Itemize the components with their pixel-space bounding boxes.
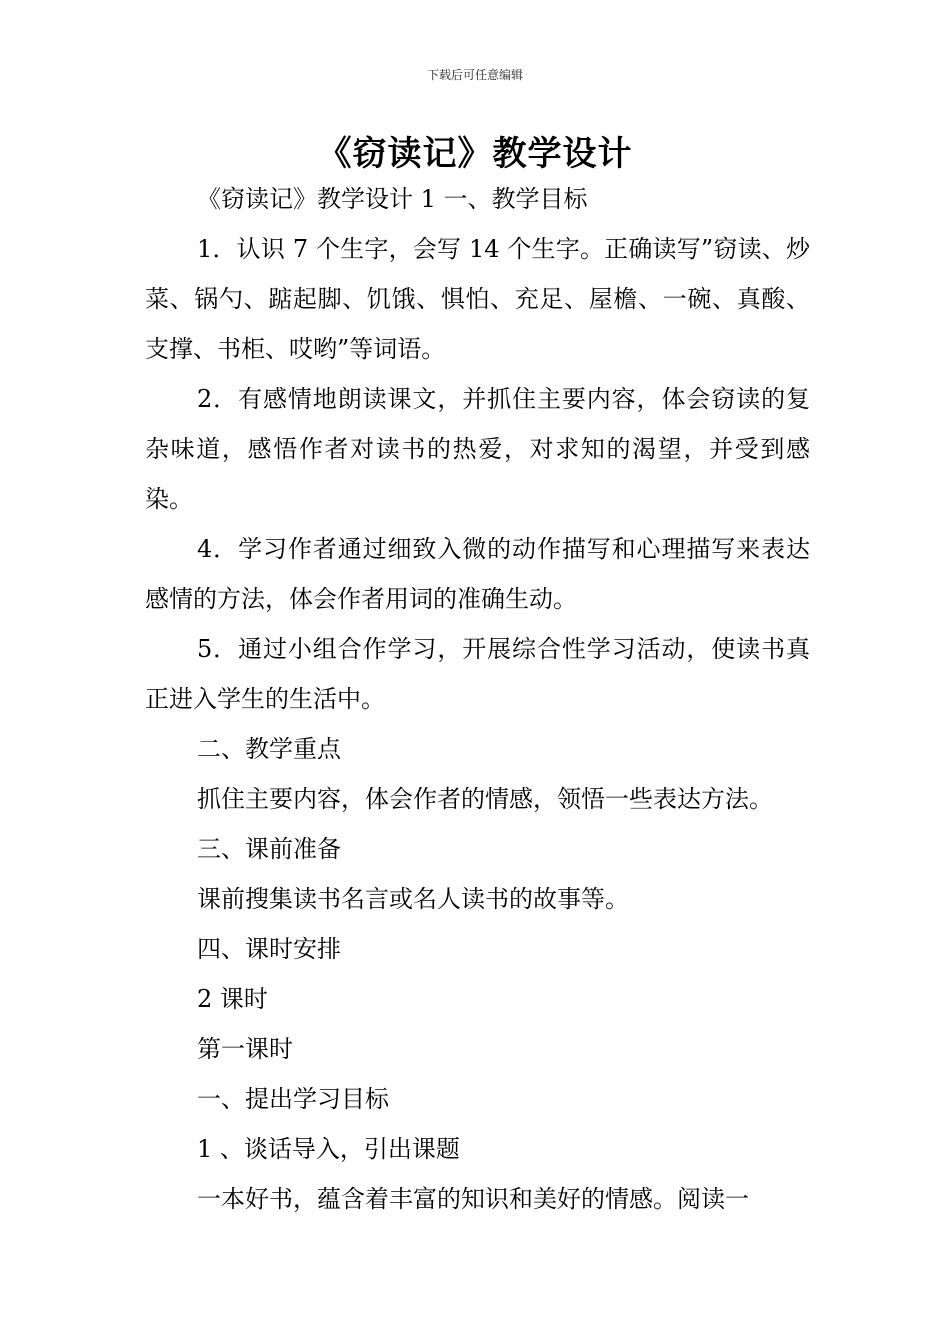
objective-1: 1．认识 7 个生字，会写 14 个生字。正确读写”窃读、炒菜、锅勺、踮起脚、饥饿、惧怕、充足、屋檐、一碗、真酸、支撑、书柜、哎哟”等词语。 <box>145 235 810 363</box>
step-1-heading: 一、提出学习目标 <box>197 1085 389 1113</box>
section-4-text: 2 课时 <box>197 985 268 1013</box>
objective-5: 5．通过小组合作学习，开展综合性学习活动，使读书真正进入学生的生活中。 <box>145 635 810 713</box>
document-title: 《窃读记》教学设计 <box>317 134 633 174</box>
closing-text: 一本好书，蕴含着丰富的知识和美好的情感。阅读一 <box>197 1185 749 1213</box>
subtitle-line: 《窃读记》教学设计 1 一、教学目标 <box>197 185 588 213</box>
section-4-heading: 四、课时安排 <box>197 935 341 963</box>
section-2-heading: 二、教学重点 <box>197 735 341 763</box>
document-body <box>145 174 810 1224</box>
section-3-heading: 三、课前准备 <box>197 835 341 863</box>
section-3-text: 课前搜集读书名言或名人读书的故事等。 <box>197 885 629 913</box>
section-2-text: 抓住主要内容，体会作者的情感，领悟一些表达方法。 <box>197 785 773 813</box>
objective-4: 4．学习作者通过细致入微的动作描写和心理描写来表达感情的方法，体会作者用词的准确生动。 <box>145 535 810 613</box>
lesson-1-heading: 第一课时 <box>197 1035 293 1063</box>
step-1-1: 1 、谈话导入，引出课题 <box>197 1135 460 1163</box>
header-note: 下载后可任意编辑 <box>426 68 523 82</box>
objective-2: 2．有感情地朗读课文，并抓住主要内容，体会窃读的复杂味道，感悟作者对读书的热爱，对求知的渴望，并受到感染。 <box>145 385 810 513</box>
